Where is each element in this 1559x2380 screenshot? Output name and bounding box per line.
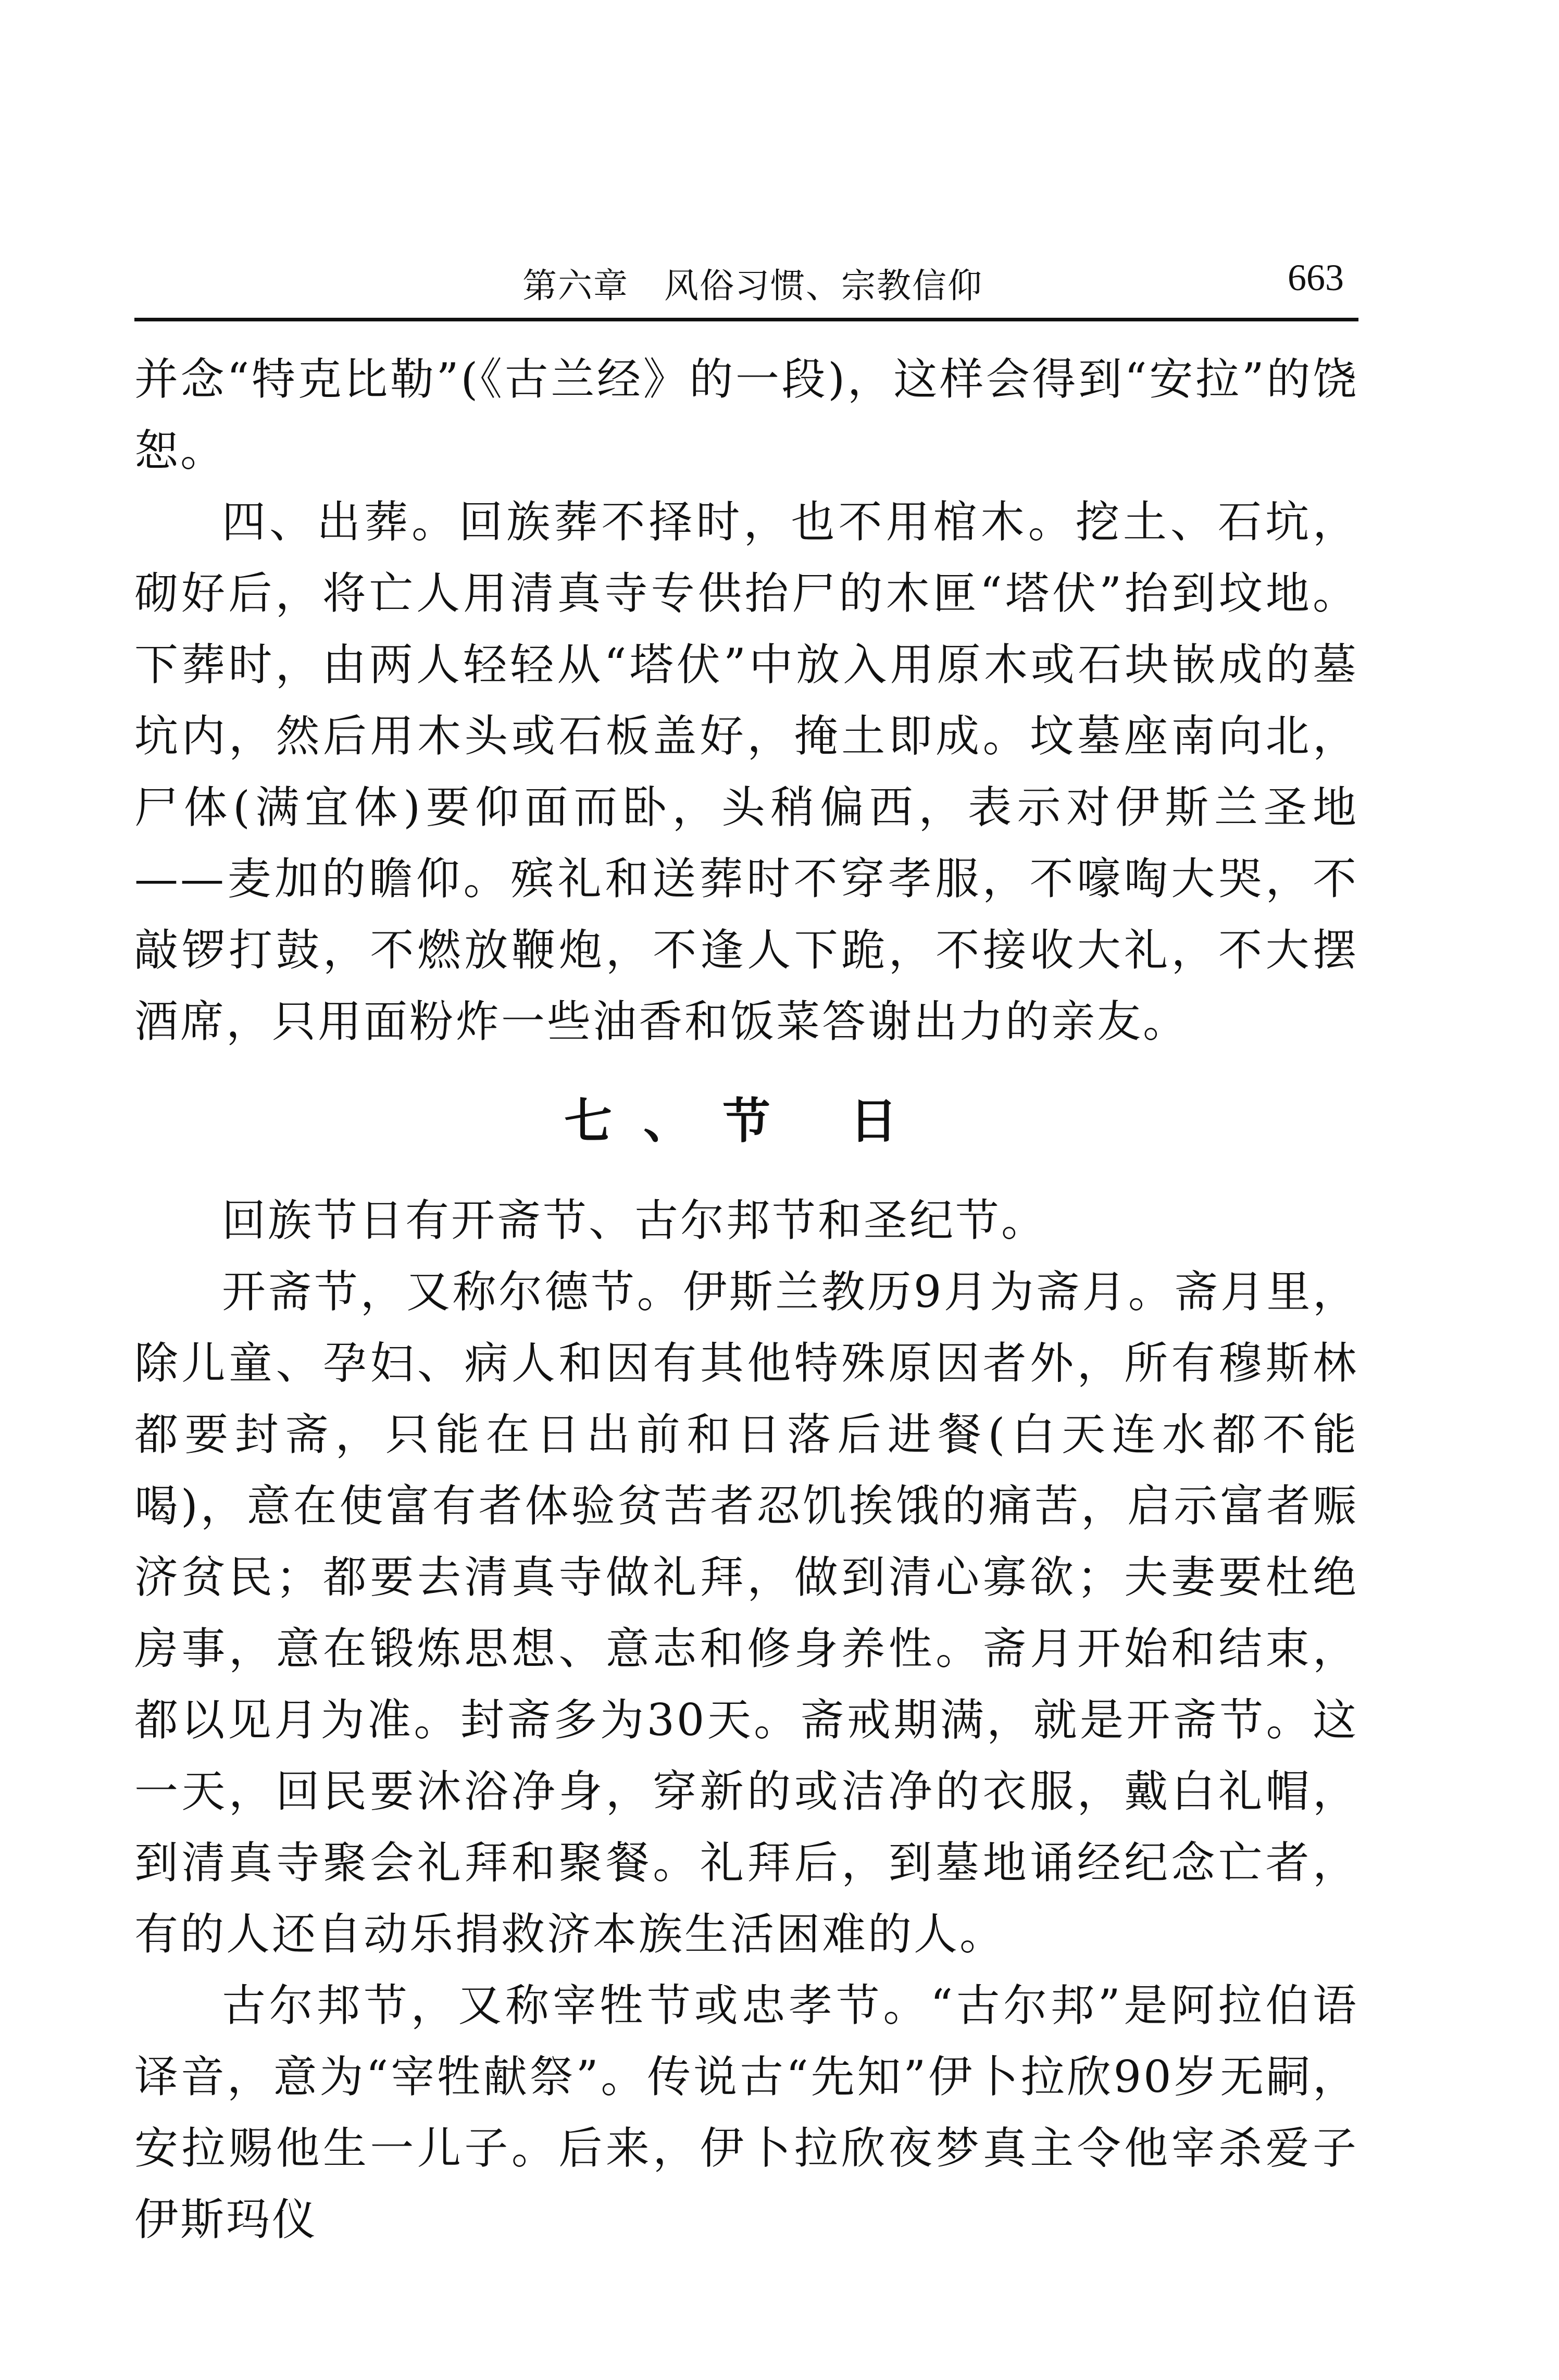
paragraph-eid-al-adha: 古尔邦节，又称宰牲节或忠孝节。“古尔邦”是阿拉伯语译音，意为“宰牲献祭”。传说古“先知”伊卜拉欣90岁无嗣，安拉赐他生一儿子。后来，伊卜拉欣夜梦真主令他宰杀爱子伊斯玛仪	[134, 1980, 1358, 2245]
running-head	[134, 245, 1358, 310]
paragraph-eid-al-fitr: 开斋节，又称尔德节。伊斯兰教历9月为斋月。斋月里，除儿童、孕妇、病人和因有其他特殊原因者外，所有穆斯林都要封斋，只能在日出前和日落后进餐(白天连水都不能喝)，意在使富有者体验贫苦者忍饥挨饿的痛苦，启示富者赈济贫民；都要去清真寺做礼拜，做到清心寡欲；夫妻要杜绝房事，意在锻炼思想、意志和修身养性。斋月开始和结束，都以见月为准。封斋多为30天。斋戒期满，就是开斋节。这一天，回民要沐浴净身，穿新的或洁净的衣服，戴白礼帽，到清真寺聚会礼拜和聚餐。礼拜后，到墓地诵经纪念亡者，有的人还自动乐捐救济本族生活困难的人。	[134, 1266, 1358, 1960]
header-rule	[134, 318, 1358, 321]
paragraph-continuation: 并念“特克比勒”(《古兰经》的一段)，这样会得到“安拉”的饶恕。	[134, 354, 1358, 476]
chapter-title: 第六章 风俗习惯、宗教信仰	[522, 266, 983, 306]
body-text	[134, 344, 1358, 2256]
page-number: 663	[1288, 257, 1344, 298]
section-title: 七、节 日	[564, 1093, 929, 1149]
paragraph-festivals-intro: 回族节日有开斋节、古尔邦节和圣纪节。	[222, 1195, 1047, 1246]
paragraph-burial: 四、出葬。回族葬不择时，也不用棺木。挖土、石坑，砌好后，将亡人用清真寺专供抬尸的木匣“塔伏”抬到坟地。下葬时，由两人轻轻从“塔伏”中放入用原木或石块嵌成的墓坑内，然后用木头或石板盖好，掩土即成。坟墓座南向北，尸体(满宜体)要仰面而卧，头稍偏西，表示对伊斯兰圣地——麦加的瞻仰。殡礼和送葬时不穿孝服，不嚎啕大哭，不敲锣打鼓，不燃放鞭炮，不逢人下跪，不接收大礼，不大摆酒席，只用面粉炸一些油香和饭菜答谢出力的亲友。	[134, 496, 1358, 1047]
